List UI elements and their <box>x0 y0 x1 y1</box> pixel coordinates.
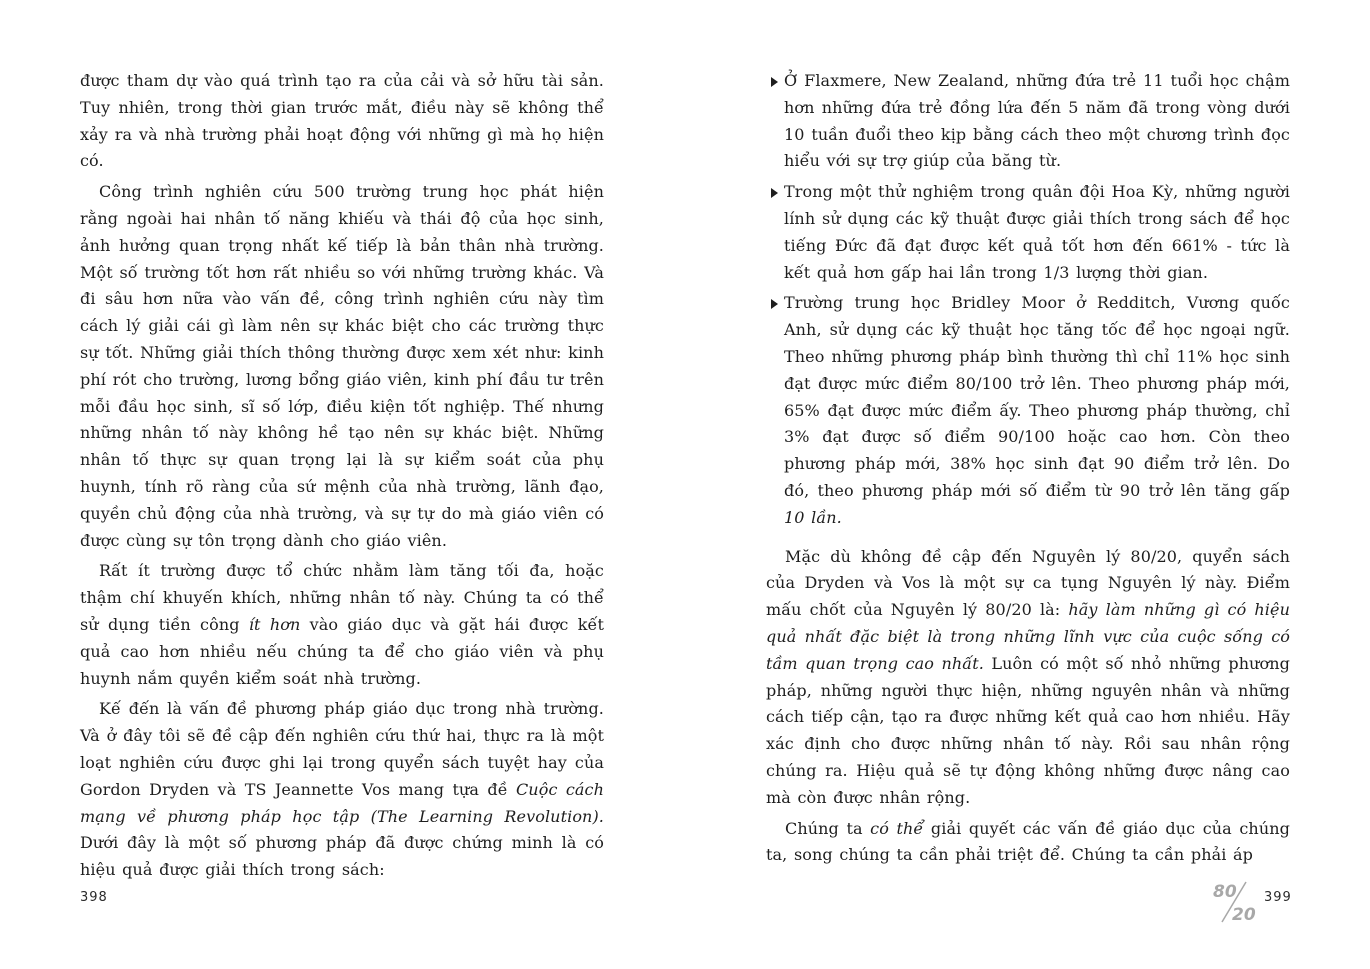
triangle-bullet-icon <box>771 188 778 198</box>
text-run: Luôn có một số nhỏ những phương pháp, những người thực hiện, những nguyên nhân và những cách tiếp cận, tạo ra được những kết quả cao hơn nhiều. Hãy xác định cho được những nhân tố này. Rồi sau nhân rộng chúng ra. Hiệu quả sẽ tự động không những được nâng cao mà còn được nhân rộng. <box>766 653 1290 807</box>
triangle-bullet-icon <box>771 299 778 309</box>
triangle-bullet-icon <box>771 77 778 87</box>
italic-text: hãy làm những gì có hiệu quả nhất đặc biệt là trong những lĩnh vực của cuộc sống có tầm quan trọng cao nhất. <box>766 600 1290 673</box>
page-number-left: 398 <box>80 890 108 905</box>
italic-text: có thể <box>870 818 924 838</box>
text-run: Chúng ta <box>785 818 871 838</box>
paragraph-few-schools <box>80 558 604 692</box>
text-run: vào giáo dục và gặt hái được kết quả cao hơn nhiều nếu chúng ta để cho giáo viên và phụ huynh nắm quyền kiểm soát nhà trường. <box>80 614 604 688</box>
bullet-list <box>766 68 1290 532</box>
logo-bottom-number: 20 <box>1232 905 1256 924</box>
bullet-text: Trong một thử nghiệm trong quân đội Hoa Kỳ, những người lính sử dụng các kỹ thuật được giải thích trong sách để học tiếng Đức đã đạt được kết quả tốt hơn đến 661% - tức là kết quả hơn gấp hai lần trong 1/3 lượng thời gian. <box>784 182 1290 282</box>
paragraph-we-can-solve <box>766 816 1290 870</box>
italic-text: ít hơn <box>248 614 301 634</box>
80-20-logo <box>1212 880 1264 924</box>
paragraph-8020-principle <box>766 544 1290 812</box>
paragraph-continued: được tham dự vào quá trình tạo ra của cải và sở hữu tài sản. Tuy nhiên, trong thời gian trước mắt, điều này sẽ không thể xảy ra và nhà trường phải hoạt động với những gì mà họ hiện có. <box>80 71 604 171</box>
book-title-italic: Cuộc cách mạng về phương pháp học tập (The Learning Revolution). <box>80 779 604 826</box>
logo-top-number: 80 <box>1213 882 1237 902</box>
bullet-text: Trường trung học Bridley Moor ở Redditch, Vương quốc Anh, sử dụng các kỹ thuật học tăng tốc để học ngoại ngữ. Theo những phương pháp bình thường thì chỉ 11% học sinh đạt được mức điểm 80/100 trở lên. Theo phương pháp mới, 65% đạt được mức điểm ấy. Theo phương pháp thường, chỉ 3% đạt được số điểm 90/100 hoặc cao hơn. Còn theo phương pháp mới, 38% học sinh đạt 90 điểm trở lên. Do đó, theo phương pháp mới số điểm từ 90 trở lên tăng gấp <box>784 293 1290 500</box>
right-page <box>766 68 1290 873</box>
text-run: Kế đến là vấn đề phương pháp giáo dục trong nhà trường. Và ở đây tôi sẽ đề cập đến nghiên cứu thứ hai, thực ra là một loạt nghiên cứu được ghi lại trong quyển sách tuyệt hay của Gordon Dryden và TS Jeannette Vos mang tựa đề <box>80 699 604 799</box>
text-run: Rất ít trường được tổ chức nhằm làm tăng tối đa, hoặc thậm chí khuyến khích, những nhân tố này. Chúng ta có thể sử dụng tiền công <box>80 561 604 634</box>
paragraph-teaching-methods <box>80 696 604 884</box>
text-run: Dưới đây là một số phương pháp đã được chứng minh là có hiệu quả được giải thích trong sách: <box>80 833 604 880</box>
text-run: giải quyết các vấn đề giáo dục của chúng ta, song chúng ta cần phải triệt để. Chúng ta cần phải áp <box>766 818 1290 865</box>
left-page <box>80 68 604 888</box>
bullet-text: Ở Flaxmere, New Zealand, những đứa trẻ 11 tuổi học chậm hơn những đứa trẻ đồng lứa đến 5 năm đã trong vòng dưới 10 tuần đuổi theo kịp bằng cách theo một chương trình đọc hiểu với sự trợ giúp của băng từ. <box>784 71 1290 171</box>
bullet-item <box>766 179 1290 286</box>
paragraph-research-500-schools: Công trình nghiên cứu 500 trường trung học phát hiện rằng ngoài hai nhân tố năng khiếu và thái độ của học sinh, ảnh hưởng quan trọng nhất kế tiếp là bản thân nhà trường. Một số trường tốt hơn rất nhiều so với những trường khác. Và đi sâu hơn nữa vào vấn đề, công trình nghiên cứu này tìm cách lý giải cái gì làm nên sự khác biệt cho các trường thực sự tốt. Những giải thích thông thường được xem xét như: kinh phí rót cho trường, lương bổng giáo viên, kinh phí đầu tư trên mỗi đầu học sinh, sĩ số lớp, điều kiện tốt nghiệp. Thế nhưng những nhân tố này không hề tạo nên sự khác biệt. Những nhân tố thực sự quan trọng lại là sự kiểm soát của phụ huynh, tính rõ ràng của sứ mệnh của nhà trường, lãnh đạo, quyền chủ động của nhà trường, và sự tự do mà giáo viên có được cùng sự tôn trọng dành cho giáo viên. <box>80 182 604 550</box>
text-run: Mặc dù không đề cập đến Nguyên lý 80/20, quyển sách của Dryden và Vos là một sự ca tụng Nguyên lý này. Điểm mấu chốt của Nguyên lý 80/20 là: <box>766 546 1290 620</box>
bullet-item <box>766 68 1290 175</box>
page-number-right: 399 <box>1264 890 1292 905</box>
bullet-item <box>766 290 1290 531</box>
italic-text: 10 lần. <box>784 507 842 527</box>
